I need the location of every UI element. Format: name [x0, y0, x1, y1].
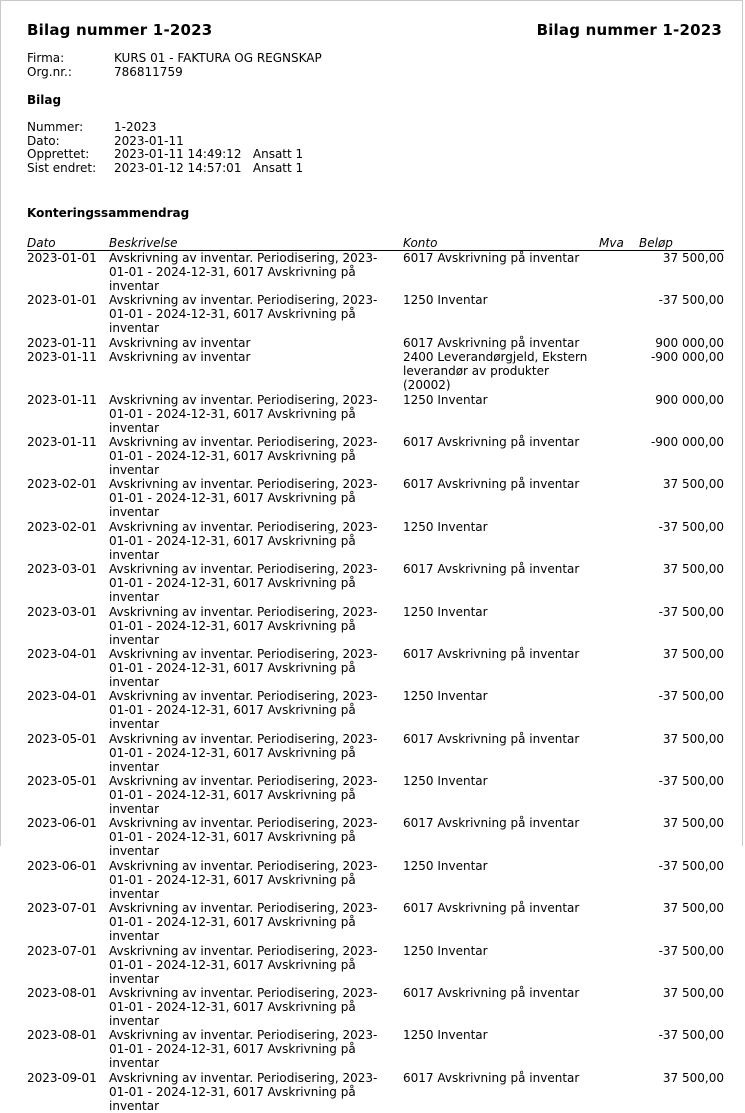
cell-belop: -37 500,00 — [658, 1028, 724, 1043]
bilag-info — [27, 121, 303, 175]
cell-belop: -37 500,00 — [658, 943, 724, 958]
cell-dato: 2023-02-01 — [27, 477, 97, 492]
cell-konto: 1250 Inventar — [403, 519, 488, 534]
cell-dato: 2023-01-01 — [27, 251, 97, 265]
cell-belop: 37 500,00 — [662, 1070, 724, 1085]
table-row — [27, 1028, 724, 1070]
cell-belop: 37 500,00 — [662, 731, 724, 746]
cell-beskrivelse: Avskrivning av inventar. Periodisering, 2023-01-01 - 2024-12-31, 6017 Avskrivning på inventar — [109, 604, 378, 647]
cell-konto: 1250 Inventar — [403, 293, 488, 308]
cell-mva — [599, 986, 639, 1028]
cell-konto: 6017 Avskrivning på inventar — [403, 646, 580, 661]
cell-belop: -37 500,00 — [658, 293, 724, 308]
cell-konto: 1250 Inventar — [403, 943, 488, 958]
table-row — [27, 562, 724, 604]
cell-dato: 2023-01-01 — [27, 293, 97, 308]
company-info — [27, 52, 322, 79]
cell-belop: -37 500,00 — [658, 858, 724, 873]
cell-belop: -37 500,00 — [658, 774, 724, 789]
table-header-row — [27, 235, 724, 251]
cell-mva — [599, 647, 639, 689]
table-row — [27, 732, 724, 774]
table-row — [27, 1071, 724, 1113]
cell-belop: -37 500,00 — [658, 604, 724, 619]
cell-konto: 6017 Avskrivning på inventar — [403, 434, 580, 449]
cell-beskrivelse: Avskrivning av inventar. Periodisering, 2023-01-01 - 2024-12-31, 6017 Avskrivning på inventar — [109, 858, 378, 901]
cell-konto: 1250 Inventar — [403, 689, 488, 704]
column-header-konto: Konto — [403, 235, 599, 251]
table-row — [27, 336, 724, 350]
column-header-belop: Beløp — [639, 235, 724, 251]
cell-belop: 37 500,00 — [662, 251, 724, 265]
cell-beskrivelse: Avskrivning av inventar. Periodisering, 2023-01-01 - 2024-12-31, 6017 Avskrivning på inventar — [109, 646, 378, 689]
cell-belop: 900 000,00 — [655, 335, 724, 350]
cell-konto: 2400 Leverandørgjeld, Ekstern leverandør av produkter (20002) — [403, 350, 588, 393]
cell-konto: 6017 Avskrivning på inventar — [403, 335, 580, 350]
page-title-right: Bilag nummer 1-2023 — [536, 21, 722, 39]
cell-belop: 37 500,00 — [662, 901, 724, 916]
cell-dato: 2023-05-01 — [27, 731, 97, 746]
cell-mva — [599, 1071, 639, 1113]
cell-konto: 1250 Inventar — [403, 858, 488, 873]
cell-mva — [599, 1028, 639, 1070]
cell-beskrivelse: Avskrivning av inventar. Periodisering, 2023-01-01 - 2024-12-31, 6017 Avskrivning på inventar — [109, 731, 378, 774]
cell-dato: 2023-06-01 — [27, 816, 97, 831]
cell-beskrivelse: Avskrivning av inventar. Periodisering, 2023-01-01 - 2024-12-31, 6017 Avskrivning på inventar — [109, 1028, 378, 1071]
cell-belop: 37 500,00 — [662, 562, 724, 577]
cell-dato: 2023-01-11 — [27, 350, 97, 365]
cell-belop: -900 000,00 — [650, 350, 724, 365]
table-row — [27, 350, 724, 392]
table-row — [27, 944, 724, 986]
cell-mva — [599, 944, 639, 986]
table-row — [27, 393, 724, 435]
nummer-value: 1-2023 — [114, 120, 157, 134]
cell-beskrivelse: Avskrivning av inventar. Periodisering, 2023-01-01 - 2024-12-31, 6017 Avskrivning på inventar — [109, 774, 378, 817]
cell-konto: 1250 Inventar — [403, 774, 488, 789]
cell-beskrivelse: Avskrivning av inventar. Periodisering, 2023-01-01 - 2024-12-31, 6017 Avskrivning på inventar — [109, 689, 378, 732]
cell-mva — [599, 293, 639, 335]
sist-endret-label: Sist endret: — [27, 160, 97, 175]
page-title: Bilag nummer 1-2023 — [27, 21, 213, 39]
cell-beskrivelse: Avskrivning av inventar. Periodisering, 2023-01-01 - 2024-12-31, 6017 Avskrivning på inventar — [109, 434, 378, 477]
column-header-dato: Dato — [27, 235, 109, 251]
cell-belop: 37 500,00 — [662, 477, 724, 492]
table-row — [27, 859, 724, 901]
cell-beskrivelse: Avskrivning av inventar. Periodisering, 2023-01-01 - 2024-12-31, 6017 Avskrivning på inventar — [109, 943, 378, 986]
summary-heading: Konteringssammendrag — [27, 206, 190, 220]
table-row — [27, 816, 724, 858]
orgnr-label: Org.nr.: — [27, 64, 72, 79]
cell-mva — [599, 520, 639, 562]
cell-konto: 1250 Inventar — [403, 392, 488, 407]
cell-beskrivelse: Avskrivning av inventar. Periodisering, 2023-01-01 - 2024-12-31, 6017 Avskrivning på inventar — [109, 816, 378, 859]
cell-mva — [599, 393, 639, 435]
cell-belop: -37 500,00 — [658, 519, 724, 534]
cell-dato: 2023-08-01 — [27, 1028, 97, 1043]
cell-dato: 2023-02-01 — [27, 519, 97, 534]
cell-beskrivelse: Avskrivning av inventar. Periodisering, 2023-01-01 - 2024-12-31, 6017 Avskrivning på inventar — [109, 901, 378, 944]
firma-value: KURS 01 - FAKTURA OG REGNSKAP — [114, 51, 322, 65]
cell-belop: 900 000,00 — [655, 392, 724, 407]
opprettet-label: Opprettet: — [27, 147, 90, 161]
cell-konto: 6017 Avskrivning på inventar — [403, 477, 580, 492]
cell-mva — [599, 562, 639, 604]
cell-belop: -900 000,00 — [650, 434, 724, 449]
cell-beskrivelse: Avskrivning av inventar. Periodisering, 2023-01-01 - 2024-12-31, 6017 Avskrivning på inventar — [109, 251, 378, 293]
cell-mva — [599, 350, 639, 392]
column-header-mva: Mva — [599, 235, 639, 251]
cell-beskrivelse: Avskrivning av inventar. Periodisering, 2023-01-01 - 2024-12-31, 6017 Avskrivning på inventar — [109, 293, 378, 336]
cell-dato: 2023-04-01 — [27, 646, 97, 661]
cell-konto: 6017 Avskrivning på inventar — [403, 986, 580, 1001]
dato-value: 2023-01-11 — [114, 133, 184, 148]
cell-mva — [599, 901, 639, 943]
cell-dato: 2023-07-01 — [27, 943, 97, 958]
cell-dato: 2023-04-01 — [27, 689, 97, 704]
cell-mva — [599, 816, 639, 858]
cell-dato: 2023-03-01 — [27, 562, 97, 577]
cell-beskrivelse: Avskrivning av inventar. Periodisering, 2023-01-01 - 2024-12-31, 6017 Avskrivning på inventar — [109, 519, 378, 562]
cell-beskrivelse: Avskrivning av inventar. Periodisering, 2023-01-01 - 2024-12-31, 6017 Avskrivning på inventar — [109, 392, 378, 435]
cell-beskrivelse: Avskrivning av inventar — [109, 350, 251, 365]
cell-mva — [599, 605, 639, 647]
table-row — [27, 986, 724, 1028]
cell-belop: -37 500,00 — [658, 689, 724, 704]
cell-mva — [599, 477, 639, 519]
cell-dato: 2023-09-01 — [27, 1070, 97, 1085]
cell-beskrivelse: Avskrivning av inventar. Periodisering, 2023-01-01 - 2024-12-31, 6017 Avskrivning på inventar — [109, 562, 378, 605]
cell-konto: 6017 Avskrivning på inventar — [403, 562, 580, 577]
opprettet-value: 2023-01-11 14:49:12 Ansatt 1 — [114, 147, 304, 161]
cell-konto: 6017 Avskrivning på inventar — [403, 731, 580, 746]
table-row — [27, 435, 724, 477]
nummer-label: Nummer: — [27, 120, 84, 134]
cell-dato: 2023-03-01 — [27, 604, 97, 619]
cell-mva — [599, 732, 639, 774]
cell-dato: 2023-07-01 — [27, 901, 97, 916]
cell-beskrivelse: Avskrivning av inventar. Periodisering, 2023-01-01 - 2024-12-31, 6017 Avskrivning på inventar — [109, 477, 378, 520]
table-row — [27, 293, 724, 335]
cell-mva — [599, 435, 639, 477]
firma-label: Firma: — [27, 51, 65, 65]
cell-dato: 2023-01-11 — [27, 335, 97, 350]
cell-mva — [599, 336, 639, 350]
cell-dato: 2023-01-11 — [27, 434, 97, 449]
table-row — [27, 605, 724, 647]
cell-beskrivelse: Avskrivning av inventar — [109, 335, 251, 350]
table-row — [27, 647, 724, 689]
cell-dato: 2023-05-01 — [27, 774, 97, 789]
cell-dato: 2023-06-01 — [27, 858, 97, 873]
table-row — [27, 477, 724, 519]
sist-endret-value: 2023-01-12 14:57:01 Ansatt 1 — [114, 160, 304, 175]
orgnr-value: 786811759 — [114, 64, 183, 79]
bilag-heading: Bilag — [27, 93, 62, 107]
cell-mva — [599, 251, 639, 294]
cell-konto: 6017 Avskrivning på inventar — [403, 901, 580, 916]
cell-dato: 2023-08-01 — [27, 986, 97, 1001]
table-row — [27, 689, 724, 731]
column-header-beskrivelse: Beskrivelse — [109, 235, 403, 251]
cell-beskrivelse: Avskrivning av inventar. Periodisering, 2023-01-01 - 2024-12-31, 6017 Avskrivning på inventar — [109, 986, 378, 1029]
cell-konto: 6017 Avskrivning på inventar — [403, 816, 580, 831]
table-row — [27, 774, 724, 816]
cell-dato: 2023-01-11 — [27, 392, 97, 407]
cell-belop: 37 500,00 — [662, 986, 724, 1001]
table-row — [27, 520, 724, 562]
cell-beskrivelse: Avskrivning av inventar. Periodisering, 2023-01-01 - 2024-12-31, 6017 Avskrivning på inventar — [109, 1070, 378, 1113]
cell-konto: 1250 Inventar — [403, 1028, 488, 1043]
cell-konto: 6017 Avskrivning på inventar — [403, 251, 580, 265]
cell-belop: 37 500,00 — [662, 646, 724, 661]
cell-mva — [599, 859, 639, 901]
table-row — [27, 901, 724, 943]
cell-mva — [599, 689, 639, 731]
cell-konto: 1250 Inventar — [403, 604, 488, 619]
cell-konto: 6017 Avskrivning på inventar — [403, 1070, 580, 1085]
table-row — [27, 251, 724, 294]
cell-belop: 37 500,00 — [662, 816, 724, 831]
cell-mva — [599, 774, 639, 816]
dato-label: Dato: — [27, 133, 60, 148]
ledger-table — [27, 235, 724, 1113]
